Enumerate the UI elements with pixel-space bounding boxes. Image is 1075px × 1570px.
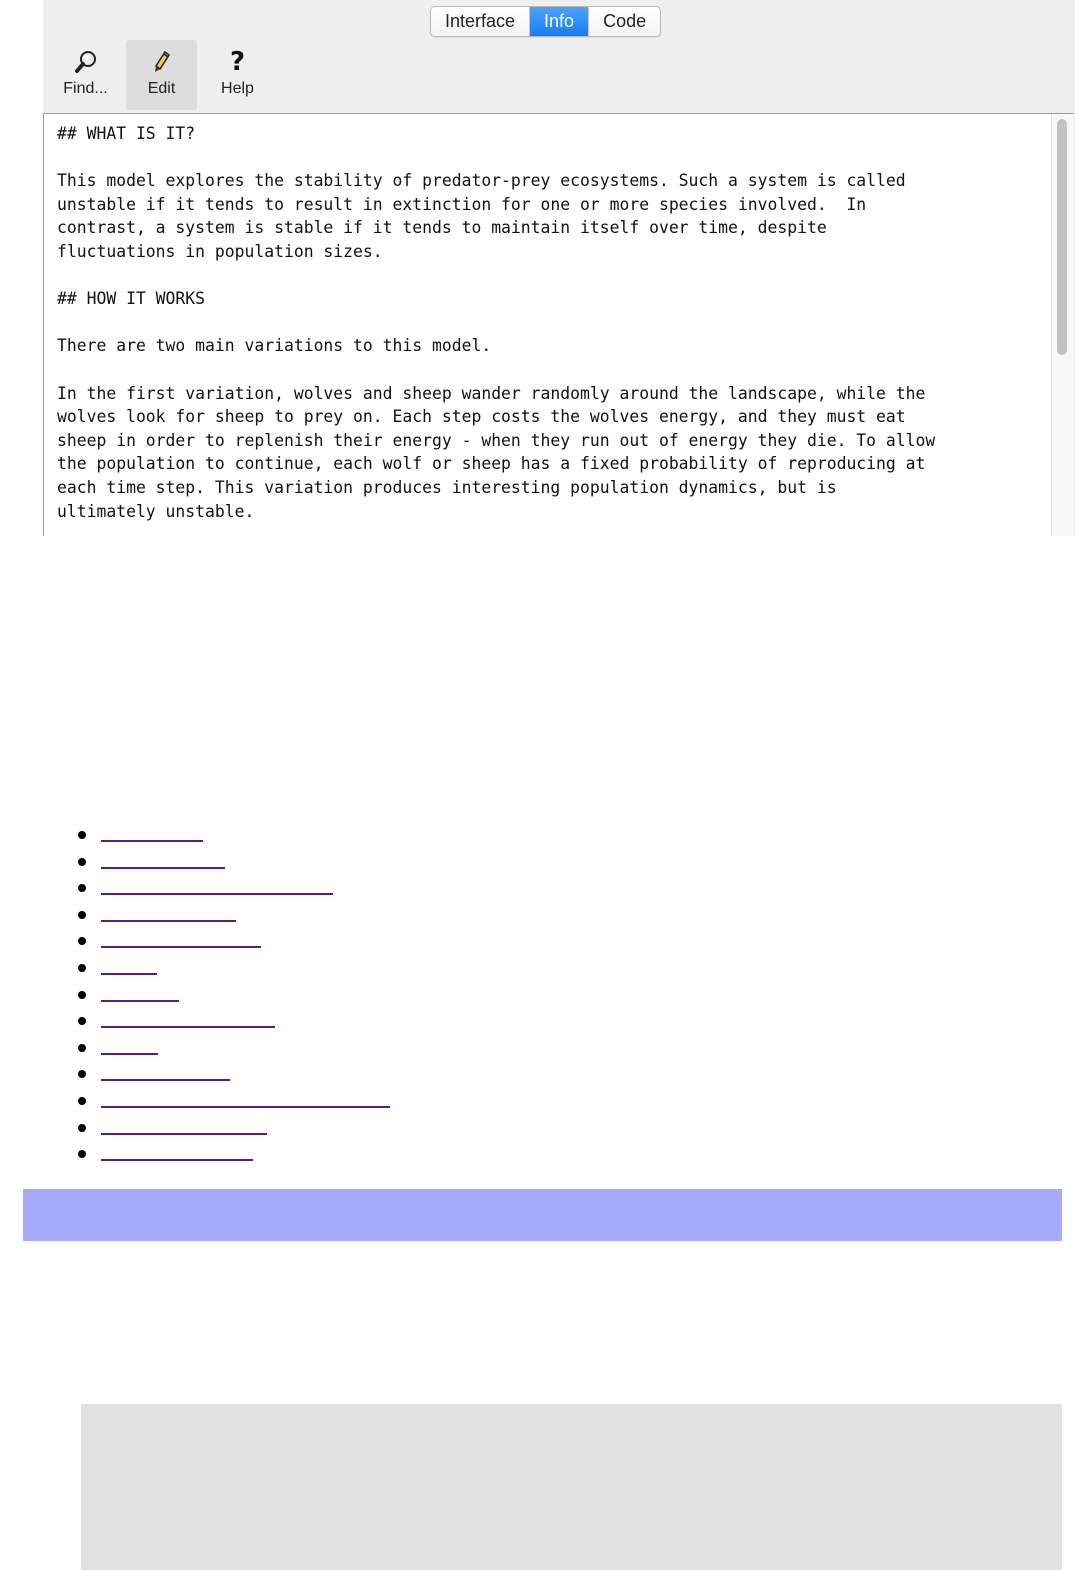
- list-link[interactable]: [101, 1036, 158, 1055]
- list-item: [78, 903, 390, 930]
- list-link[interactable]: [101, 956, 157, 975]
- bullet: [78, 1150, 86, 1158]
- bullet: [78, 1124, 86, 1132]
- bullet: [78, 1070, 86, 1078]
- list-item: [78, 850, 390, 877]
- list-item: [78, 1116, 390, 1143]
- list-link[interactable]: [101, 1089, 390, 1108]
- list-link[interactable]: [101, 850, 225, 869]
- list-item: [78, 876, 390, 903]
- info-text[interactable]: ## WHAT IS IT? This model explores the stability of predator-prey ecosystems. Such a system is called unstable if it tends to result in extinction for one or more species involved. In contrast, a system is stable if it tends to maintain itself over time, despite fluctuations in population sizes. ## HOW IT WORKS There are two main variations to this model. In the first variation, wolves and sheep wander randomly around the landscape, while the wolves look for sheep to prey on. Each step costs the wolves energy, and they must eat sheep in order to replenish their energy - when they run out of energy they die. To allow the population to continue, each wolf or sheep has a fixed probability of reproducing at each time step. This variation produces interesting population dynamics, but is ultimately unstable.: [57, 124, 936, 521]
- bullet: [78, 1044, 86, 1052]
- list-item: [78, 929, 390, 956]
- list-link[interactable]: [101, 903, 236, 922]
- bullet: [78, 1097, 86, 1105]
- help-button[interactable]: [202, 40, 273, 110]
- netlogo-window: [43, 0, 1075, 536]
- list-link[interactable]: [101, 1116, 267, 1135]
- bullet: [78, 937, 86, 945]
- vertical-scrollbar[interactable]: [1051, 114, 1074, 536]
- find-button-label: Find...: [63, 80, 108, 97]
- list-item: [78, 956, 390, 983]
- bullet: [78, 858, 86, 866]
- list-link[interactable]: [101, 1009, 275, 1028]
- bullet: [78, 1017, 86, 1025]
- code-block: [81, 1404, 1062, 1570]
- list-link[interactable]: [101, 876, 333, 895]
- magnifier-icon: [50, 50, 121, 74]
- question-mark-icon: ?: [229, 47, 246, 77]
- edit-button-label: Edit: [147, 80, 176, 97]
- bullet: [78, 911, 86, 919]
- tab-bar: [430, 6, 661, 37]
- info-toolbar: [50, 40, 278, 110]
- tab-info[interactable]: Info: [530, 7, 589, 36]
- edit-button[interactable]: [126, 40, 197, 110]
- list-item: [78, 1142, 390, 1169]
- list-item: [78, 1036, 390, 1063]
- list-item: [78, 1062, 390, 1089]
- scrollbar-thumb[interactable]: [1057, 119, 1067, 355]
- section-banner: [23, 1189, 1062, 1241]
- pencil-icon: [126, 50, 197, 74]
- help-button-label: Help: [221, 80, 254, 97]
- info-text-area[interactable]: [43, 113, 1074, 536]
- list-link[interactable]: [101, 823, 203, 842]
- list-item: [78, 1009, 390, 1036]
- list-item: [78, 823, 390, 850]
- list-item: [78, 1089, 390, 1116]
- list-link[interactable]: [101, 983, 179, 1002]
- list-link[interactable]: [101, 929, 261, 948]
- find-button[interactable]: [50, 40, 121, 110]
- bullet: [78, 964, 86, 972]
- bullet: [78, 831, 86, 839]
- list-link[interactable]: [101, 1142, 253, 1161]
- tab-interface[interactable]: Interface: [431, 7, 530, 36]
- list-link[interactable]: [101, 1062, 230, 1081]
- bullet: [78, 991, 86, 999]
- link-list: [78, 823, 390, 1169]
- bullet: [78, 884, 86, 892]
- tab-code[interactable]: Code: [589, 7, 660, 36]
- list-item: [78, 983, 390, 1010]
